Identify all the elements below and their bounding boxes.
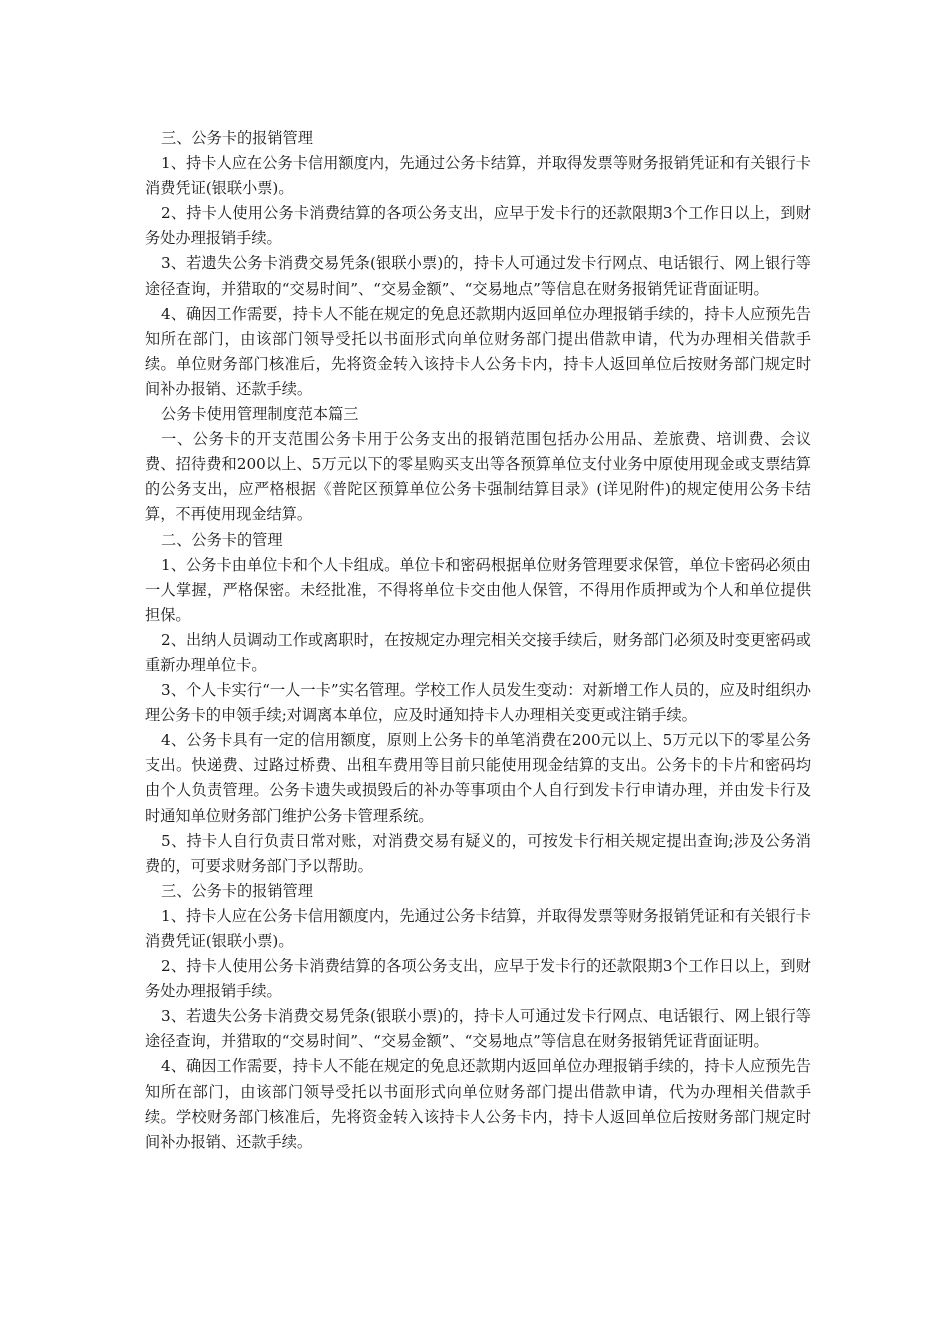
section-heading: 二、公务卡的管理 [161, 530, 283, 549]
paragraph: 5、持卡人自行负责日常对账，对消费交易有疑义的，可按发卡行相关规定提出查询;涉及公务消费的，可要求财务部门予以帮助。 [145, 831, 811, 875]
section-heading: 三、公务卡的报销管理 [161, 129, 313, 147]
paragraph: 1、持卡人应在公务卡信用额度内，先通过公务卡结算，并取得发票等财务报销凭证和有关银行卡消费凭证(银联小票)。 [145, 154, 811, 198]
paragraph: 1、持卡人应在公务卡信用额度内，先通过公务卡结算，并取得发票等财务报销凭证和有关银行卡消费凭证(银联小票)。 [145, 906, 811, 950]
paragraph: 1、公务卡由单位卡和个人卡组成。单位卡和密码根据单位财务管理要求保管，单位卡密码必须由一人掌握，严格保密。未经批准，不得将单位卡交由他人保管，不得用作质押或为个人和单位提供担保。 [145, 555, 811, 624]
article-title: 公务卡使用管理制度范本篇三 [161, 405, 359, 424]
paragraph: 4、确因工作需要，持卡人不能在规定的免息还款期内返回单位办理报销手续的，持卡人应预先告知所在部门，由该部门领导受托以书面形式向单位财务部门提出借款申请，代为办理相关借款手续。单位财务部门核准后，先将资金转入该持卡人公务卡内，持卡人返回单位后按财务部门规定时间补办报销、还款手续。 [145, 304, 811, 398]
paragraph: 3、若遗失公务卡消费交易凭条(银联小票)的，持卡人可通过发卡行网点、电话银行、网上银行等途径查询，并猎取的“交易时间”、“交易金额”、“交易地点”等信息在财务报销凭证背面证明。 [145, 254, 811, 298]
document-body [145, 126, 811, 1155]
paragraph: 3、个人卡实行“一人一卡”实名管理。学校工作人员发生变动：对新增工作人员的，应及时组织办理公务卡的申领手续;对调离本单位，应及时通知持卡人办理相关变更或注销手续。 [145, 681, 811, 725]
section-heading: 三、公务卡的报销管理 [161, 881, 313, 900]
paragraph: 2、持卡人使用公务卡消费结算的各项公务支出，应早于发卡行的还款限期3个工作日以上，到财务处办理报销手续。 [145, 957, 811, 1001]
paragraph: 2、出纳人员调动工作或离职时，在按规定办理完相关交接手续后，财务部门必须及时变更密码或重新办理单位卡。 [145, 630, 811, 674]
paragraph: 2、持卡人使用公务卡消费结算的各项公务支出，应早于发卡行的还款限期3个工作日以上，到财务处办理报销手续。 [145, 204, 811, 248]
paragraph: 4、确因工作需要，持卡人不能在规定的免息还款期内返回单位办理报销手续的，持卡人应预先告知所在部门，由该部门领导受托以书面形式向单位财务部门提出借款申请，代为办理相关借款手续。学校财务部门核准后，先将资金转入该持卡人公务卡内，持卡人返回单位后按财务部门规定时间补办报销、还款手续。 [145, 1057, 811, 1151]
paragraph: 一、公务卡的开支范围公务卡用于公务支出的报销范围包括办公用品、差旅费、培训费、会议费、招待费和200以上、5万元以下的零星购买支出等各预算单位支付业务中原使用现金或支票结算的公务支出，应严格根据《普陀区预算单位公务卡强制结算目录》(详见附件)的规定使用公务卡结算，不再使用现金结算。 [145, 430, 811, 524]
paragraph: 3、若遗失公务卡消费交易凭条(银联小票)的，持卡人可通过发卡行网点、电话银行、网上银行等途径查询，并猎取的“交易时间”、“交易金额”、“交易地点”等信息在财务报销凭证背面证明。 [145, 1007, 811, 1051]
paragraph: 4、公务卡具有一定的信用额度，原则上公务卡的单笔消费在200元以上、5万元以下的零星公务支出。快递费、过路过桥费、出租车费用等目前只能使用现金结算的支出。公务卡的卡片和密码均由个人负责管理。公务卡遗失或损毁后的补办等事项由个人自行到发卡行申请办理，并由发卡行及时通知单位财务部门维护公务卡管理系统。 [145, 731, 811, 825]
